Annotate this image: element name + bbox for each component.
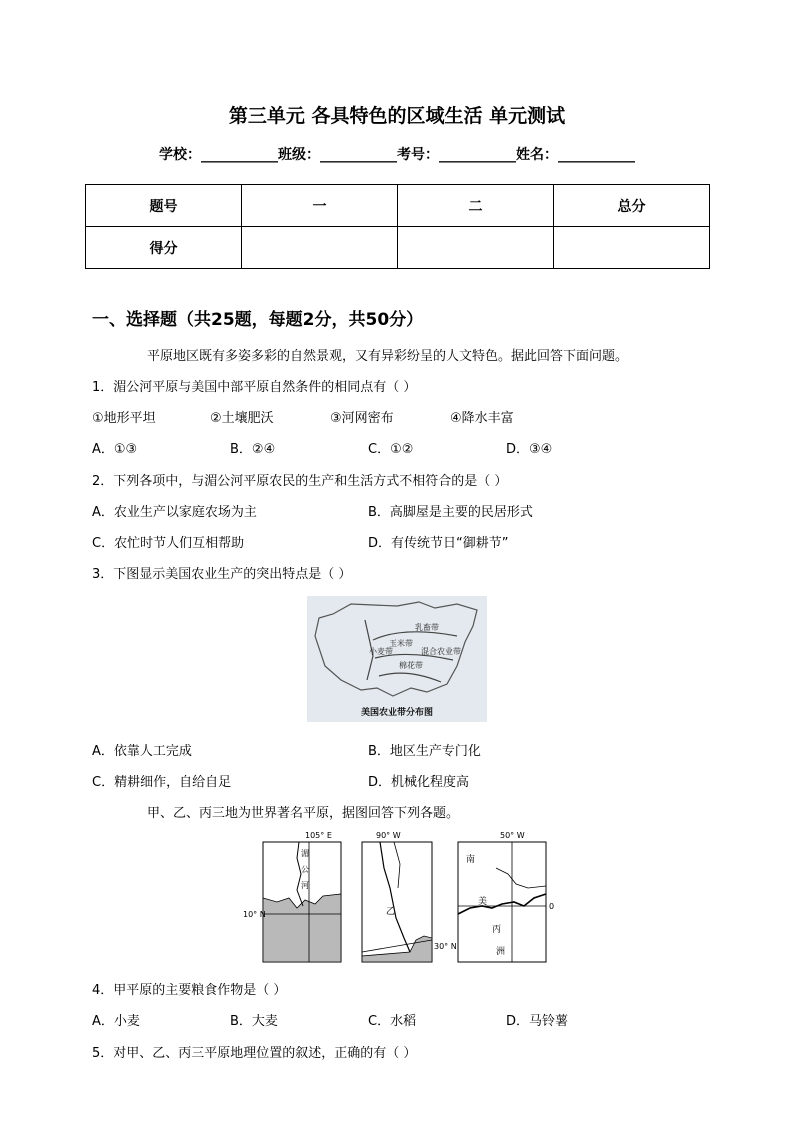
table-row bbox=[86, 227, 710, 269]
question-3-stem: 3．下图显示美国农业生产的突出特点是（ ） bbox=[92, 567, 352, 582]
q1-item-2: ②土壤肥沃 bbox=[210, 411, 274, 426]
river-line bbox=[458, 894, 546, 914]
table-cell bbox=[554, 227, 710, 269]
score-table bbox=[85, 184, 710, 269]
q1-option-b: B．②④ bbox=[230, 442, 276, 457]
q4-option-b: B．大麦 bbox=[230, 1014, 278, 1029]
coastline bbox=[496, 868, 546, 888]
table-cell: 二 bbox=[398, 185, 554, 227]
q1-item-3: ③河网密布 bbox=[330, 411, 394, 426]
q4-option-c: C．水稻 bbox=[368, 1014, 417, 1029]
q3-option-a: A．依靠人工完成 bbox=[92, 744, 192, 759]
table-cell bbox=[398, 227, 554, 269]
q3-option-d: D．机械化程度高 bbox=[368, 775, 470, 790]
plain-map-c-figure bbox=[456, 828, 566, 964]
table-cell bbox=[242, 227, 398, 269]
map-label: 公 bbox=[301, 865, 309, 874]
us-agriculture-map-figure bbox=[307, 596, 487, 722]
map-caption: 美国农业带分布图 bbox=[360, 708, 434, 718]
q2-option-b: B．高脚屋是主要的民居形式 bbox=[368, 505, 533, 520]
map-label: 乙 bbox=[386, 907, 396, 917]
plain-map-a-figure bbox=[243, 828, 343, 964]
q1-item-4: ④降水丰富 bbox=[450, 411, 514, 426]
river-line bbox=[394, 842, 400, 888]
q2-option-c: C．农忙时节人们互相帮助 bbox=[92, 536, 245, 551]
q1-item-1: ①地形平坦 bbox=[92, 411, 156, 426]
map-label: 棉花带 bbox=[399, 661, 423, 670]
map-label: 美 bbox=[478, 897, 488, 907]
latitude-label: 30° N bbox=[434, 942, 457, 951]
q1-option-a: A．①③ bbox=[92, 442, 138, 457]
question-4-stem: 4．甲平原的主要粮食作物是（ ） bbox=[92, 983, 287, 998]
map-label: 河 bbox=[301, 881, 309, 890]
map-label: 小麦带 bbox=[369, 647, 393, 656]
q3-option-b: B．地区生产专门化 bbox=[368, 744, 481, 759]
latitude-label: 0 bbox=[549, 902, 555, 911]
question-5-stem: 5．对甲、乙、丙三平原地理位置的叙述，正确的有（ ） bbox=[92, 1046, 417, 1061]
question-1-stem: 1．湄公河平原与美国中部平原自然条件的相同点有（ ） bbox=[92, 380, 417, 395]
question-2-stem: 2．下列各项中，与湄公河平原农民的生产和生活方式不相符合的是（ ） bbox=[92, 474, 508, 489]
longitude-label: 105° E bbox=[305, 831, 332, 840]
q2-option-a: A．农业生产以家庭农场为主 bbox=[92, 505, 257, 520]
intro-text: 甲、乙、丙三地为世界著名平原，据图回答下列各题。 bbox=[147, 806, 460, 821]
river-line bbox=[380, 842, 410, 952]
map-label: 玉米带 bbox=[389, 639, 413, 648]
q2-option-d: D．有传统节日“御耕节” bbox=[368, 536, 509, 551]
q1-option-d: D．③④ bbox=[506, 442, 553, 457]
map-label: 乳畜带 bbox=[415, 623, 439, 632]
sea-area bbox=[362, 936, 432, 962]
table-row bbox=[86, 185, 710, 227]
longitude-label: 50° W bbox=[500, 831, 525, 840]
map-label: 丙 bbox=[492, 925, 502, 935]
table-cell: 总分 bbox=[554, 185, 710, 227]
section-title: 一、选择题（共25题，每题2分，共50分） bbox=[92, 310, 424, 330]
map-label: 南 bbox=[466, 855, 476, 865]
q4-option-a: A．小麦 bbox=[92, 1014, 140, 1029]
q1-option-c: C．①② bbox=[368, 442, 414, 457]
intro-text: 平原地区既有多姿多彩的自然景观，又有异彩纷呈的人文特色。据此回答下面问题。 bbox=[147, 349, 629, 364]
table-cell: 一 bbox=[242, 185, 398, 227]
table-cell: 得分 bbox=[86, 227, 242, 269]
table-cell: 题号 bbox=[86, 185, 242, 227]
latitude-label: 10° N bbox=[243, 910, 266, 919]
map-label: 湄 bbox=[301, 849, 309, 858]
q4-option-d: D．马铃薯 bbox=[506, 1014, 569, 1029]
map-label: 洲 bbox=[496, 947, 506, 957]
longitude-label: 90° W bbox=[376, 831, 401, 840]
q3-option-c: C．精耕细作，自给自足 bbox=[92, 775, 232, 790]
map-background bbox=[307, 596, 487, 722]
plain-map-b-figure bbox=[360, 828, 457, 964]
page-title: 第三单元 各具特色的区域生活 单元测试 bbox=[228, 105, 566, 127]
student-info-line: 学校：___________班级：___________考号：___________姓名：___________ bbox=[159, 147, 635, 163]
map-label: 混合农业带 bbox=[421, 647, 461, 656]
